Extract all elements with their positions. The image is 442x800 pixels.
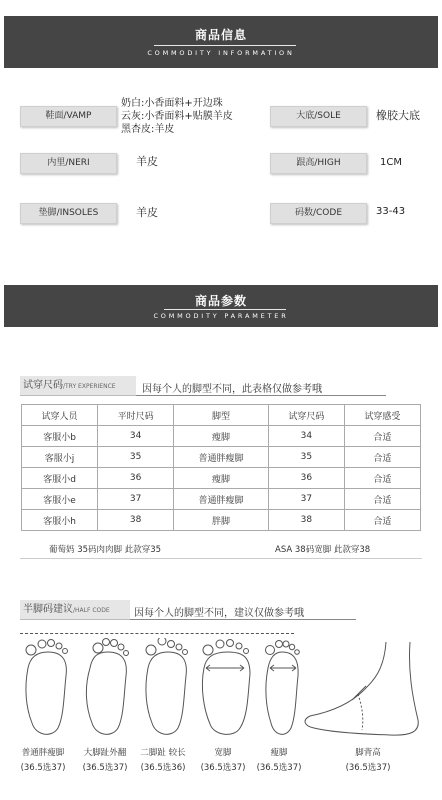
- foot-name: 大脚趾外翻: [83, 748, 127, 758]
- table-cell: 36: [268, 468, 344, 489]
- divider: [164, 309, 286, 310]
- foot-caption: [130, 746, 196, 776]
- table-row: [22, 489, 421, 510]
- table-cell: 胖脚: [174, 510, 269, 531]
- table-cell: 合适: [344, 447, 420, 468]
- foot-name: 脚背高: [355, 748, 381, 758]
- heel-value: 1CM: [380, 157, 402, 168]
- foot-caption: [10, 746, 76, 776]
- sole-value: 橡胶大底: [376, 109, 420, 122]
- table-header: 试穿尺码: [268, 405, 344, 426]
- foot-caption: [335, 746, 401, 776]
- footnote-divider: [20, 558, 422, 559]
- table-cell: 合适: [344, 489, 420, 510]
- half-code-title-en: /HALF CODE: [73, 607, 110, 614]
- table-header: 平时尺码: [98, 405, 174, 426]
- table-cell: 瘦脚: [174, 468, 269, 489]
- footnote-left: 葡萄妈 35码肉肉脚 此款穿35: [49, 545, 162, 555]
- table-cell: 36: [98, 468, 174, 489]
- foot-recommendation: (36.5选37): [20, 763, 66, 773]
- table-cell: 客服小j: [22, 447, 98, 468]
- commodity-info-subtitle: COMMODITY INFORMATION: [147, 49, 295, 57]
- table-cell: 合适: [344, 468, 420, 489]
- normal-foot-icon: [18, 638, 72, 742]
- commodity-info-title: 商品信息: [194, 28, 247, 42]
- code-value: 33-43: [376, 206, 406, 217]
- try-experience-title: 试穿尺码: [23, 380, 63, 391]
- table-cell: 38: [268, 510, 344, 531]
- table-cell: 客服小b: [22, 426, 98, 447]
- vamp-line-1: 奶白:小香面料+开边珠: [121, 98, 223, 109]
- table-cell: 客服小h: [22, 510, 98, 531]
- foot-name: 宽脚: [214, 748, 232, 758]
- table-cell: 38: [98, 510, 174, 531]
- try-experience-header: [20, 376, 136, 396]
- insole-label: 垫脚/INSOLES: [20, 203, 117, 224]
- table-cell: 34: [98, 426, 174, 447]
- foot-recommendation: (36.5选37): [82, 763, 128, 773]
- foot-name: 二脚趾 较长: [140, 748, 186, 758]
- code-label: 码数/CODE: [270, 203, 367, 224]
- foot-caption: [72, 746, 138, 776]
- foot-recommendation: (36.5选37): [256, 763, 302, 773]
- table-row: [22, 426, 421, 447]
- toe-alignment-dashed-line: [20, 633, 294, 634]
- table-cell: 普通胖瘦脚: [174, 489, 269, 510]
- half-code-header: [20, 600, 130, 620]
- heel-label: 跟高/HIGH: [270, 153, 367, 174]
- table-cell: 35: [98, 447, 174, 468]
- table-row: [22, 510, 421, 531]
- insole-value: 羊皮: [136, 206, 158, 219]
- half-code-rule: [130, 619, 356, 620]
- long-second-toe-foot-icon: [138, 638, 192, 742]
- table-row: [22, 468, 421, 489]
- half-code-note: 因每个人的脚型不同，建议仅做参考哦: [134, 608, 304, 619]
- foot-recommendation: (36.5选37): [200, 763, 246, 773]
- foot-recommendation: (36.5选37): [345, 763, 391, 773]
- table-cell: 合适: [344, 426, 420, 447]
- divider: [154, 45, 296, 46]
- try-experience-note: 因每个人的脚型不同，此表格仅做参考哦: [142, 384, 322, 395]
- table-cell: 客服小d: [22, 468, 98, 489]
- lining-label: 内里/NERI: [20, 153, 117, 174]
- table-header-row: [22, 405, 421, 426]
- foot-name: 瘦脚: [270, 748, 288, 758]
- table-cell: 合适: [344, 510, 420, 531]
- table-cell: 37: [98, 489, 174, 510]
- vamp-line-3: 黑杏皮:羊皮: [121, 124, 175, 135]
- sole-label: 大底/SOLE: [270, 106, 367, 127]
- foot-name: 普通胖瘦脚: [21, 748, 65, 758]
- commodity-param-subtitle: COMMODITY PARAMETER: [153, 312, 289, 320]
- table-cell: 34: [268, 426, 344, 447]
- commodity-info-banner: [4, 16, 438, 68]
- table-cell: 37: [268, 489, 344, 510]
- foot-caption: [246, 746, 312, 776]
- table-header: 脚型: [174, 405, 269, 426]
- table-cell: 普通胖瘦脚: [174, 447, 269, 468]
- try-experience-title-en: /TRY EXPERIENCE: [63, 383, 116, 390]
- wide-foot-icon: [198, 638, 252, 742]
- bunion-foot-icon: [78, 638, 132, 742]
- table-header: 试穿感受: [344, 405, 420, 426]
- commodity-param-banner: [4, 285, 438, 327]
- vamp-line-2: 云灰:小香面料+贴膜羊皮: [121, 111, 233, 122]
- table-cell: 35: [268, 447, 344, 468]
- foot-recommendation: (36.5选36): [140, 763, 186, 773]
- table-row: [22, 447, 421, 468]
- table-header: 试穿人员: [22, 405, 98, 426]
- try-experience-table: [21, 404, 421, 531]
- commodity-param-title: 商品参数: [194, 294, 247, 308]
- footnote-right: ASA 38码宽脚 此款穿38: [275, 545, 371, 555]
- table-cell: 客服小e: [22, 489, 98, 510]
- table-cell: 瘦脚: [174, 426, 269, 447]
- half-code-title: 半脚码建议: [23, 604, 73, 615]
- vamp-label: 鞋面/VAMP: [20, 106, 117, 127]
- high-instep-foot-icon: [300, 640, 430, 740]
- lining-value: 羊皮: [136, 155, 158, 168]
- try-experience-rule: [136, 395, 386, 396]
